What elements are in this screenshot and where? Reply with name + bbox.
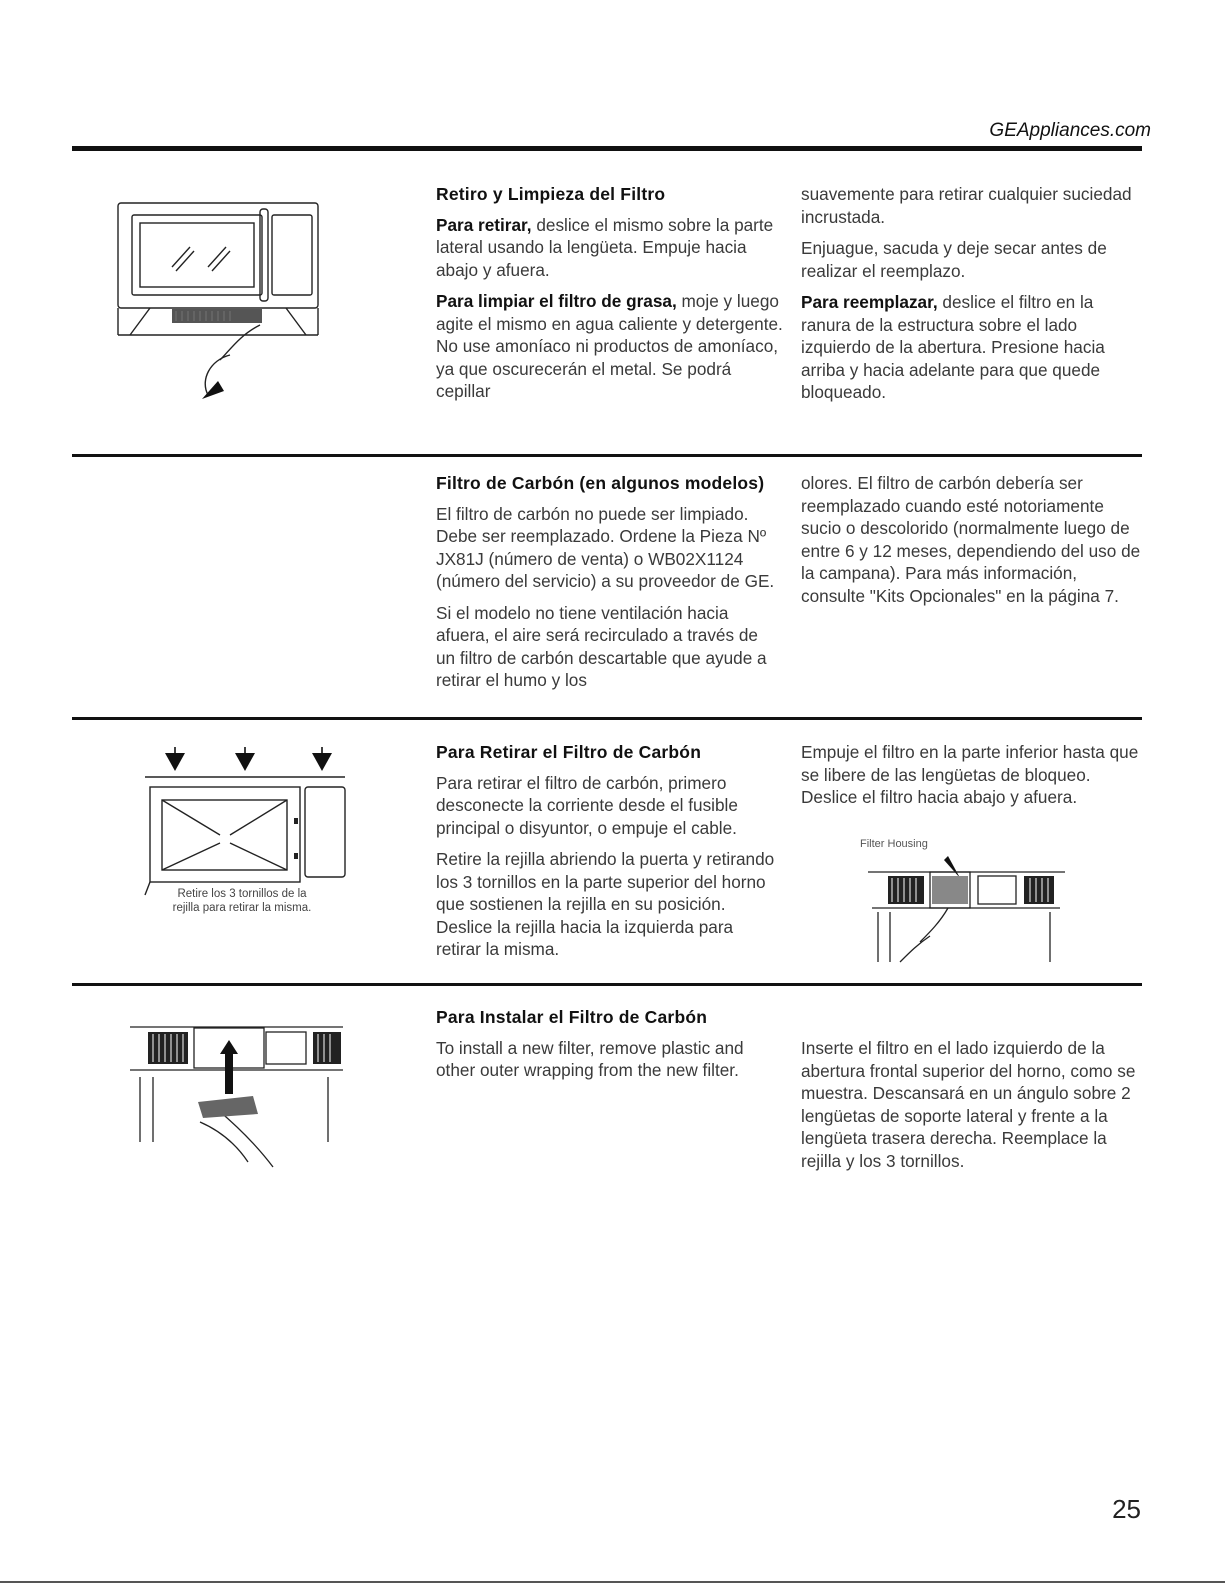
- site-url: GEAppliances.com: [989, 120, 1151, 141]
- para-lead: Para retirar,: [436, 214, 532, 235]
- section2-para2: Si el modelo no tiene ventilación hacia afuera, el aire será recirculado a través de un filtro de carbón descartable que ayude a retirar el humo y los: [436, 602, 767, 690]
- section1-para3: suavemente para retirar cualquier suciedad incrustada.: [801, 184, 1132, 227]
- section-divider: [72, 983, 1142, 986]
- para-lead: Para reemplazar,: [801, 292, 938, 312]
- section1-para5: [801, 291, 1141, 404]
- section2-title: Filtro de Carbón (en algunos modelos): [436, 473, 765, 493]
- para-text: deslice el filtro en la ranura de la estructura sobre el lado izquierdo de la abertura. Presione hacia arriba y hacia adelante para que quede bloqueado.: [801, 292, 1105, 402]
- microwave-filter-removal-illustration: [110, 185, 325, 405]
- section3-left-column: [436, 741, 781, 970]
- section3-right-column: [801, 741, 1141, 818]
- section1-para2: [436, 290, 786, 403]
- section1-left-column: [436, 183, 786, 412]
- para-text: deslice el mismo sobre la parte lateral usando la lengüeta. Empuje hacia abajo y afuera.: [436, 214, 774, 280]
- para-text: moje y luego agite el mismo en agua caliente y detergente. No use amoníaco ni productos de amoníaco, ya que oscurecerán el metal. Se podrá cepillar: [436, 291, 783, 401]
- filter-housing-illustration: [860, 832, 1070, 967]
- para-lead: Para limpiar el filtro de grasa,: [436, 291, 677, 311]
- section4-para1: To install a new filter, remove plastic and other outer wrapping from the new filter.: [436, 1037, 744, 1080]
- filter-housing-label: Filter Housing: [860, 838, 928, 850]
- section3-para2: Retire la rejilla abriendo la puerta y retirando los 3 tornillos en la parte superior del horno que sostienen la rejilla en su posición. Deslice la rejilla hacia la izquierda para retirar la misma.: [436, 849, 775, 959]
- section3-title: Para Retirar el Filtro de Carbón: [436, 742, 702, 762]
- grille-screws-illustration: [140, 745, 350, 945]
- section1-para1: [436, 214, 786, 282]
- section4-left-column: [436, 1006, 781, 1091]
- grille-caption: Retire los 3 tornillos de la rejilla para retirar la misma.: [172, 888, 312, 914]
- section1-para4: Enjuague, sacuda y deje secar antes de realizar el reemplazo.: [801, 238, 1107, 281]
- section2-left-column: [436, 472, 781, 701]
- install-filter-illustration: [128, 1022, 348, 1172]
- section3-para1: Para retirar el filtro de carbón, primero desconecte la corriente desde el fusible principal o disyuntor, o empuje el cable.: [436, 772, 738, 838]
- header-rule: [72, 146, 1142, 151]
- section2-right-column: [801, 472, 1141, 616]
- bottom-edge-line: [0, 1581, 1225, 1583]
- section2-para1: El filtro de carbón no puede ser limpiado. Debe ser reemplazado. Ordene la Pieza Nº JX81J (número de venta) o WB02X1124 (número del servicio) a su proveedor de GE.: [436, 503, 775, 591]
- section1-title: Retiro y Limpieza del Filtro: [436, 184, 666, 204]
- section3-para3: Empuje el filtro en la parte inferior hasta que se libere de las lengüetas de bloqueo. Deslice el filtro hacia abajo y afuera.: [801, 742, 1139, 807]
- page-number: 25: [1112, 1494, 1141, 1524]
- section4-para2: Inserte el filtro en el lado izquierdo de la abertura frontal superior del horno, como se muestra. Descansará en un ángulo sobre 2 lengüetas de soporte lateral y frente a la lengüeta trasera derecha. Reemplace la rejilla y los 3 tornillos.: [801, 1038, 1136, 1171]
- section2-para3: olores. El filtro de carbón debería ser reemplazado cuando esté notoriamente sucio o descolorido (normalmente luego de entre 6 y 12 meses, dependiendo del uso de la campana). Para más información, consulte "Kits Opcionales" en la página 7.: [801, 473, 1141, 606]
- section4-title: Para Instalar el Filtro de Carbón: [436, 1007, 708, 1027]
- section4-right-column: [801, 1037, 1141, 1181]
- section-divider: [72, 454, 1142, 457]
- section1-right-column: [801, 183, 1141, 413]
- section-divider: [72, 717, 1142, 720]
